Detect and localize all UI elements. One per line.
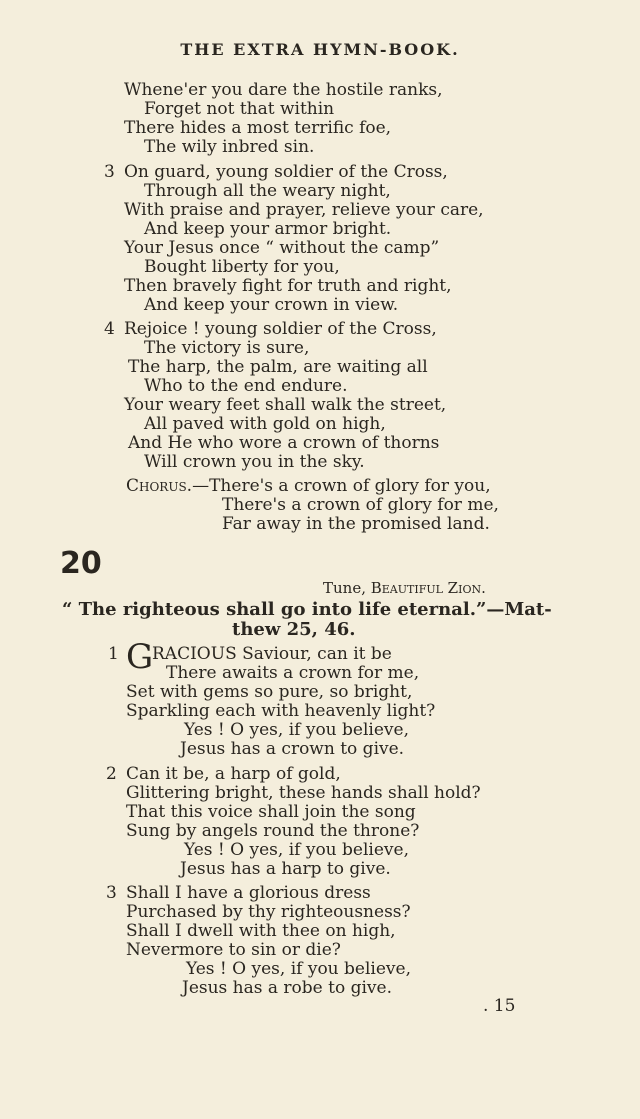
verse-line: Will crown you in the sky.: [144, 452, 365, 472]
verse-line: On guard, young soldier of the Cross,: [124, 162, 448, 182]
hymn-number: 20: [60, 546, 102, 581]
verse-line: Whene'er you dare the hostile ranks,: [124, 80, 443, 100]
verse-line: Through all the weary night,: [144, 181, 391, 201]
verse-line: Shall I have a glorious dress: [126, 883, 371, 903]
verse-line: Sung by angels round the throne?: [126, 821, 420, 841]
scripture-reference-cont: thew 25, 46.: [232, 619, 356, 640]
page-number: . 15: [483, 996, 516, 1016]
refrain-line: Jesus has a robe to give.: [182, 978, 392, 998]
chorus-text: —There's a crown of glory for you,: [192, 476, 491, 496]
tune-prefix: Tune,: [323, 579, 371, 597]
running-header: THE EXTRA HYMN-BOOK.: [180, 40, 460, 59]
verse-line: There hides a most terrific foe,: [124, 118, 392, 138]
verse-line: Then bravely fight for truth and right,: [124, 276, 452, 296]
drop-cap: G: [126, 637, 154, 677]
verse-line: All paved with gold on high,: [144, 414, 386, 434]
verse-line: Bought liberty for you,: [144, 257, 340, 277]
verse-line: That this voice shall join the song: [126, 802, 416, 822]
chorus-line: There's a crown of glory for me,: [222, 495, 499, 515]
tune-attribution: [323, 579, 486, 597]
verse-line: Set with gems so pure, so bright,: [126, 682, 413, 702]
refrain-line: Jesus has a harp to give.: [180, 859, 391, 879]
refrain-line: Yes ! O yes, if you believe,: [184, 720, 409, 740]
refrain-line: Yes ! O yes, if you believe,: [184, 840, 409, 860]
verse-line: Your weary feet shall walk the street,: [124, 395, 447, 415]
verse-number: 3: [104, 162, 115, 182]
verse-number: 4: [104, 319, 115, 339]
verse-line: And keep your crown in view.: [144, 295, 399, 315]
verse-line: Your Jesus once “ without the camp”: [124, 238, 440, 258]
verse-line: The wily inbred sin.: [144, 137, 315, 157]
verse-line: The victory is sure,: [144, 338, 310, 358]
refrain-line: Yes ! O yes, if you believe,: [186, 959, 411, 979]
verse-number: 2: [106, 764, 117, 784]
scripture-reference: “ The righteous shall go into life eternal.”—Mat-: [62, 599, 552, 620]
chorus-line: [126, 476, 491, 496]
verse-line: RACIOUS Saviour, can it be: [152, 644, 392, 664]
verse-line: With praise and prayer, relieve your care,: [124, 200, 484, 220]
verse-line: Sparkling each with heavenly light?: [126, 701, 436, 721]
verse-line: And He who wore a crown of thorns: [128, 433, 440, 453]
verse-line: Who to the end endure.: [144, 376, 348, 396]
verse-number: 1: [108, 644, 119, 664]
verse-number: 3: [106, 883, 117, 903]
refrain-line: Jesus has a crown to give.: [180, 739, 405, 759]
verse-line: And keep your armor bright.: [144, 219, 392, 239]
tune-name: Beautiful Zion.: [370, 579, 486, 597]
verse-line: Glittering bright, these hands shall hold?: [126, 783, 481, 803]
verse-line: The harp, the palm, are waiting all: [128, 357, 428, 377]
verse-line: Can it be, a harp of gold,: [126, 764, 341, 784]
verse-line: Shall I dwell with thee on high,: [126, 921, 396, 941]
chorus-line: Far away in the promised land.: [222, 514, 490, 534]
verse-line: Purchased by thy righteousness?: [126, 902, 411, 922]
verse-line: Forget not that within: [144, 99, 335, 119]
verse-line: There awaits a crown for me,: [166, 663, 420, 683]
chorus-label: Chorus.: [126, 476, 193, 496]
verse-line: Nevermore to sin or die?: [126, 940, 341, 960]
verse-line: Rejoice ! young soldier of the Cross,: [124, 319, 437, 339]
